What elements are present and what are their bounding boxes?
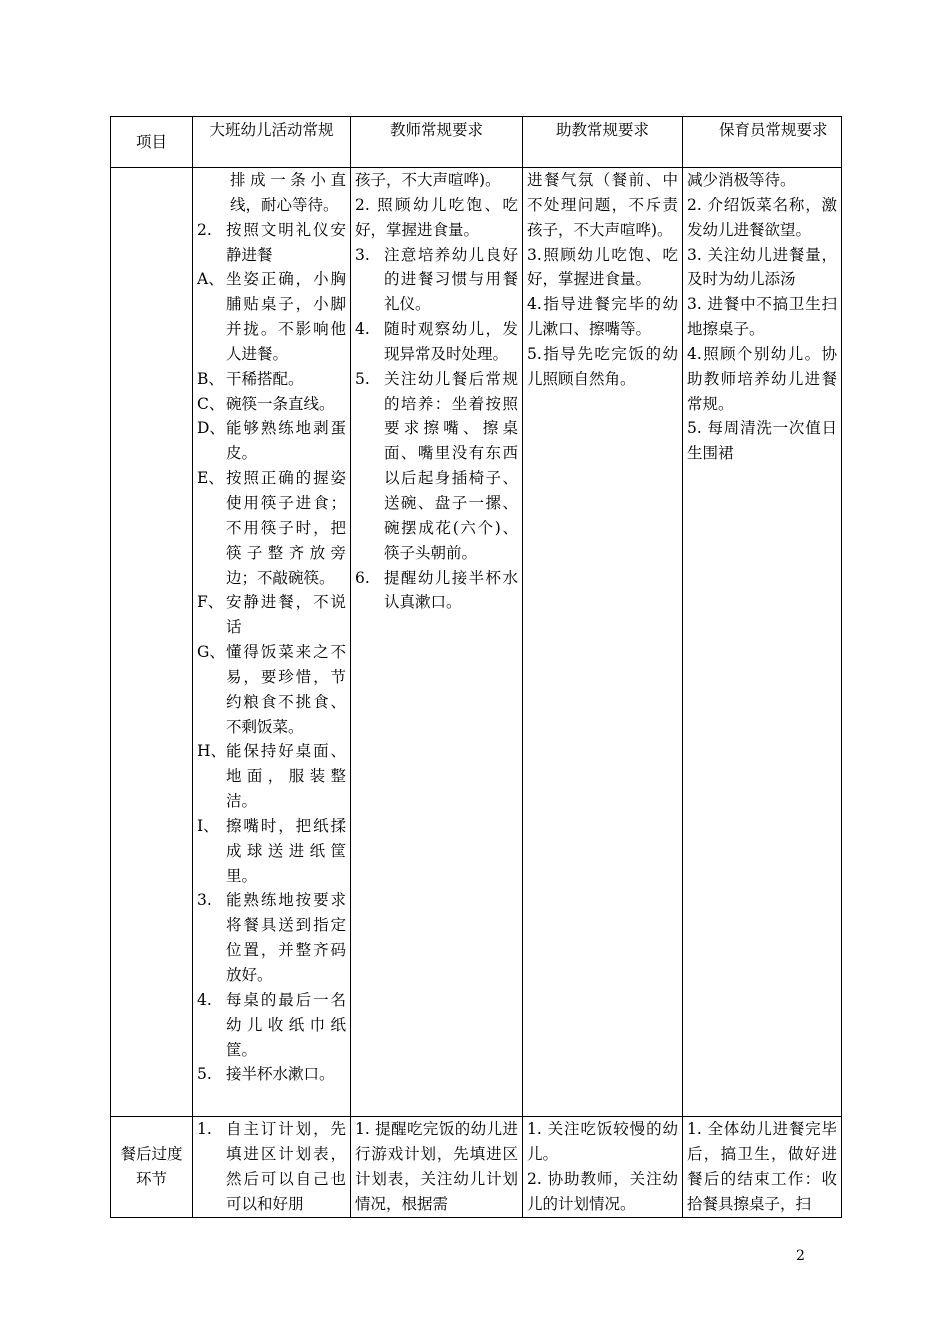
item-text: 注意培养幼儿良好的进餐习惯与用餐礼仪。 <box>384 245 518 314</box>
item-text: 随时观察幼儿，发现异常及时处理。 <box>384 320 518 363</box>
after-teacher-cell: 1. 提醒吃完饭的幼儿进行游戏计划，先填进区计划表，关注幼儿计划情况，根据需 <box>351 1117 523 1218</box>
item-text: 干稀搭配。 <box>226 369 304 388</box>
teacher-requirements-cell <box>351 168 523 1117</box>
item-number: 3. <box>197 891 212 910</box>
item-number: 1. <box>197 1120 212 1138</box>
nurse-para: 5. 每周清洗一次值日生围裙 <box>687 419 837 463</box>
item-text: 碗筷一条直线。 <box>226 394 335 413</box>
after-assistant-para: 1. 关注吃饭较慢的幼儿。 <box>527 1120 678 1163</box>
nurse-para: 3. 进餐中不搞卫生扫地擦桌子。 <box>687 295 837 339</box>
after-assistant-cell <box>523 1117 683 1218</box>
item-text: 提醒幼儿接半杯水认真漱口。 <box>384 568 518 612</box>
item-text: 接半杯水漱口。 <box>226 1065 335 1084</box>
list-item <box>197 739 346 814</box>
item-text: 能保持好桌面、地面，服装整洁。 <box>226 742 346 811</box>
nurse-para: 4.照顾个别幼儿。协助教师培养幼儿进餐常规。 <box>687 344 837 413</box>
item-text: 安静进餐，不说话 <box>226 593 346 637</box>
list-item <box>197 888 346 987</box>
item-number: I、 <box>197 816 219 835</box>
header-assistant-requirements: 助教常规要求 <box>523 117 683 168</box>
item-number: 4. <box>355 320 370 339</box>
item-text: 按照正确的握姿使用筷子进食；不用筷子时，把筷子整齐放旁边；不敲碗筷。 <box>226 469 346 587</box>
item-number: 5. <box>355 369 370 388</box>
list-item <box>197 988 346 1063</box>
after-nurse-cell: 1. 全体幼儿进餐完毕后，搞卫生，做好进餐后的结束工作：收拾餐具擦桌子，扫 <box>683 1117 842 1218</box>
item-number: F、 <box>197 593 224 612</box>
item-text: 擦嘴时，把纸揉成球送进纸筐里。 <box>226 816 346 885</box>
nurse-para: 3. 关注幼儿进餐量，及时为幼儿添汤 <box>687 245 837 289</box>
item-text: 每桌的最后一名幼儿收纸巾纸筐。 <box>226 990 346 1059</box>
nurse-para: 减少消极等待。 <box>687 171 796 189</box>
item-text: 自主订计划，先填进区计划表，然后可以自己也可以和好朋 <box>226 1120 346 1213</box>
after-meal-row <box>111 1117 842 1218</box>
nurse-para: 2. 介绍饭菜名称，激发幼儿进餐欲望。 <box>687 195 837 239</box>
assistant-para: 3.照顾幼儿吃饱、吃好，掌握进食量。 <box>527 245 678 289</box>
child-routine-cell <box>193 168 351 1117</box>
list-item <box>197 466 346 590</box>
item-number: D、 <box>197 419 225 438</box>
list-item <box>355 317 518 367</box>
list-item <box>197 218 346 268</box>
item-text: 能够熟练地剥蛋皮。 <box>226 419 346 463</box>
list-item <box>197 416 346 466</box>
item-text: 按照文明礼仪安静进餐 <box>226 220 346 264</box>
item-number: E、 <box>197 469 224 488</box>
assistant-requirements-cell <box>523 168 683 1117</box>
header-child-routine: 大班幼儿活动常规 <box>193 117 351 168</box>
list-item <box>355 367 518 566</box>
list-item <box>197 367 346 392</box>
after-child-item <box>197 1117 346 1216</box>
item-text: 关注幼儿餐后常规的培养：坐着按照要求擦嘴、擦桌面、嘴里没有东西以后起身插椅子、送碗、盘子一摞、碗摆成花(六个)、筷子头朝前。 <box>384 369 518 562</box>
teacher-requirements-list <box>355 243 518 616</box>
assistant-para: 5.指导先吃完饭的幼儿照顾自然角。 <box>527 344 678 388</box>
meal-row <box>111 168 842 1117</box>
list-item <box>355 566 518 616</box>
list-item <box>197 814 346 889</box>
header-item: 项目 <box>111 117 193 168</box>
assistant-para: 4.指导进餐完毕的幼儿漱口、擦嘴等。 <box>527 295 678 339</box>
assistant-para: 进餐气氛（餐前、中不处理问题，不斥责孩子，不大声喧哗)。 <box>527 171 678 239</box>
child-routine-list <box>197 218 346 1088</box>
item-number: B、 <box>197 369 224 388</box>
item-number: C、 <box>197 394 225 413</box>
item-number: H、 <box>197 742 227 761</box>
item-number: 3. <box>355 245 370 264</box>
list-item <box>197 392 346 417</box>
item-number: 5. <box>197 1065 212 1084</box>
routine-table <box>110 116 842 1218</box>
list-item <box>355 243 518 318</box>
item-number: G、 <box>197 643 225 662</box>
after-assistant-para: 2. 协助教师，关注幼儿的计划情况。 <box>527 1169 678 1213</box>
teacher-item-2: 2. 照顾幼儿吃饱、吃好，掌握进食量。 <box>355 195 518 239</box>
list-item <box>197 267 346 366</box>
item-number: 6. <box>355 568 370 587</box>
teacher-continued-text: 孩子，不大声喧哗)。 <box>355 171 501 189</box>
header-row <box>111 117 842 168</box>
item-text: 能熟练地按要求将餐具送到指定位置，并整齐码放好。 <box>226 891 346 984</box>
child-continued-text: 排成一条小直线，耐心等待。 <box>230 171 346 214</box>
item-text: 懂得饭菜来之不易，要珍惜，节约粮食不挑食、不剩饭菜。 <box>226 643 346 736</box>
list-item <box>197 590 346 640</box>
item-number: A、 <box>197 270 224 289</box>
item-number: 2. <box>197 220 212 239</box>
item-text: 坐姿正确，小胸脯贴桌子，小脚并拢。不影响他人进餐。 <box>226 270 346 363</box>
header-teacher-requirements: 教师常规要求 <box>351 117 523 168</box>
list-item <box>197 1062 346 1087</box>
nurse-requirements-cell <box>683 168 842 1117</box>
meal-item-cell <box>111 168 193 1117</box>
item-number: 4. <box>197 990 212 1009</box>
after-child-cell <box>193 1117 351 1218</box>
list-item <box>197 640 346 739</box>
after-meal-label: 餐后过度环节 <box>111 1117 193 1218</box>
page-number: 2 <box>796 1248 805 1264</box>
header-nurse-requirements: 保育员常规要求 <box>683 117 842 168</box>
